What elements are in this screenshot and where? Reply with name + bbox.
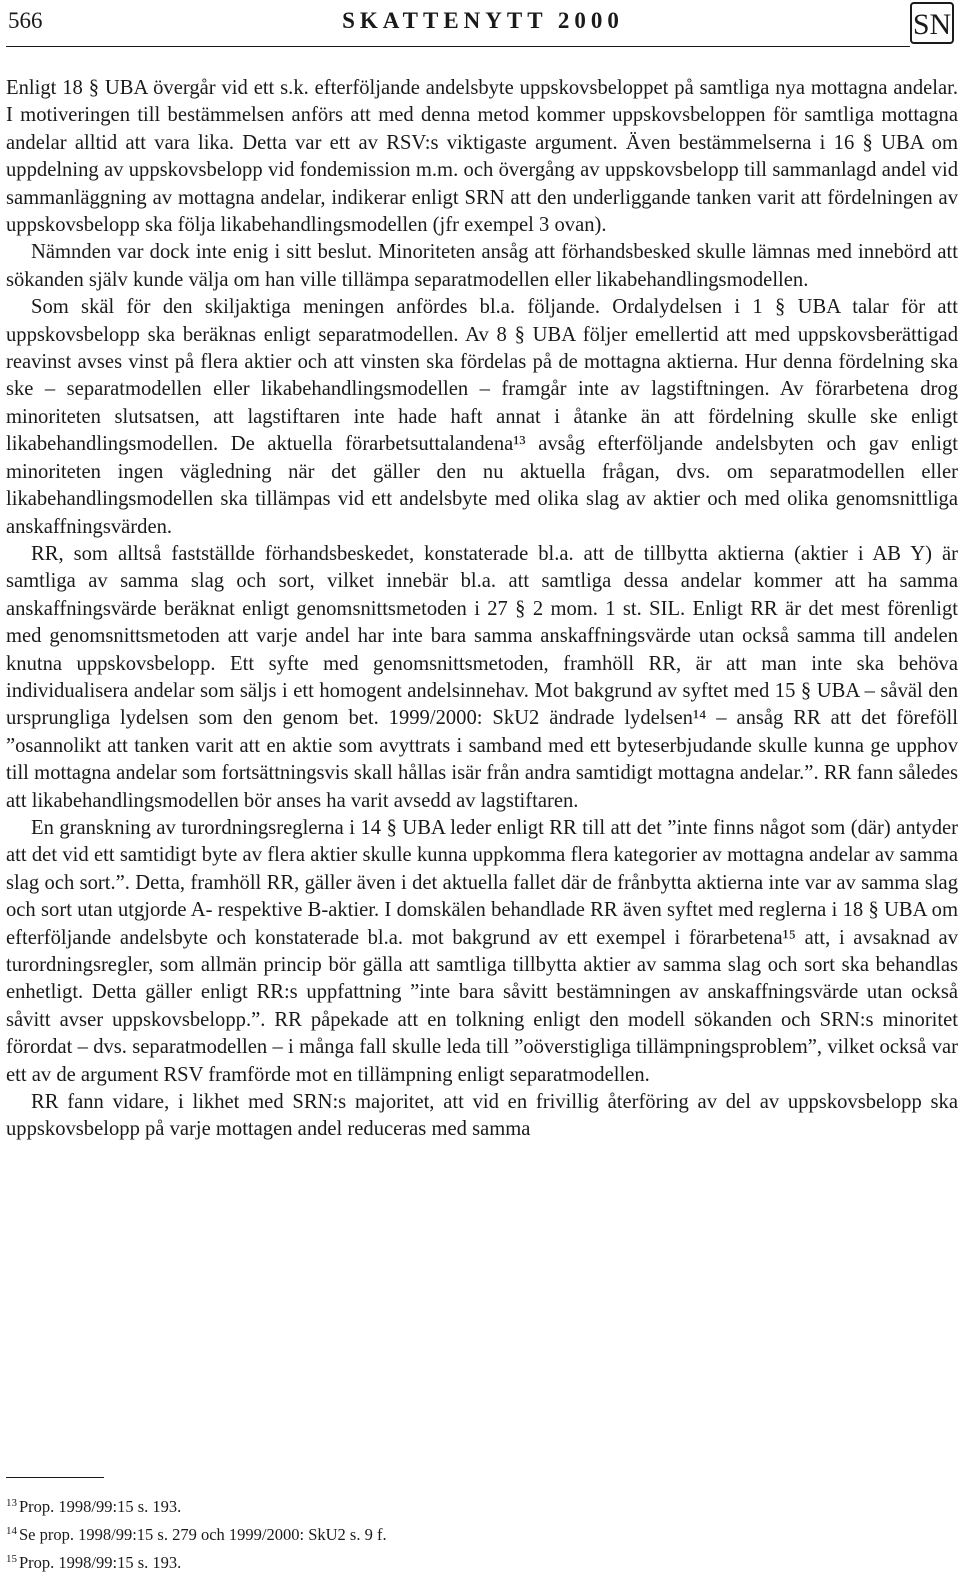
footnote-text: Prop. 1998/99:15 s. 193. bbox=[19, 1497, 182, 1516]
paragraph-6: RR fann vidare, i likhet med SRN:s majoritet, att vid en frivillig återföring av del av uppskovsbelopp ska uppskovsbelopp på varje mottagen andel reduceras med samma bbox=[6, 1091, 958, 1141]
page-header bbox=[6, 0, 960, 52]
footnote-13 bbox=[6, 1491, 946, 1519]
footnote-15 bbox=[6, 1547, 946, 1575]
paragraph-4: RR, som alltså fastställde förhandsbeskedet, konstaterade bl.a. att de tillbytta aktierna (aktier i AB Y) är samtliga av samma slag och sort, vilket innebär bl.a. att samtliga dessa andelar kommer att ha samma anskaffningsvärde beräknat enligt genomsnittsmetoden i 27 § 2 mom. 1 st. SIL. Enligt RR är det mest förenligt med genomsnittsmetoden att varje andel har inte bara samma anskaffningsvärde utan också samma till andelen knutna uppskovsbelopp. Ett syfte med genomsnittsmetoden, framhöll RR, är att man inte ska behöva individualisera andelar som säljs i ett homogent andelsinnehav. Mot bakgrund av syftet med 15 § UBA – såväl den ursprungliga lydelsen som den genom bet. 1999/2000: SkU2 ändrade lydelsen¹⁴ – ansåg RR att det föreföll ”osannolikt att tanken varit att en aktie som avyttrats i samband med ett byteserbjudande skulle kunna ge upphov till mottagna andelar som fortsättningsvis skall hållas isär från andra samtidigt mottagna andelar.”. RR fann således att likabehandlingsmodellen bör anses ha varit avsedd av lagstiftaren. bbox=[6, 542, 958, 812]
article-body bbox=[6, 75, 958, 1144]
footnotes bbox=[6, 1491, 946, 1575]
paragraph-5: En granskning av turordningsreglerna i 14 § UBA leder enligt RR till att det ”inte finns något som (där) antyder att det vid ett samtidigt byte av flera aktier skulle kunna uppkomma flera kategorier av mottagna andelar av samma slag och sort.”. Detta, framhöll RR, gäller även i det aktuella fallet där de frånbytta aktierna inte var av samma slag och sort utan utgjorde A- respektive B-aktier. I domskälen behandlade RR även syftet med reglerna i 18 § UBA om efterföljande andelsbyte och konstaterade bl.a. mot bakgrund av ett exempel i förarbetena¹⁵ att, i avsaknad av turordningsregler, som allmän princip bör gälla att samtliga tillbytta aktier av samma slag och sort ska behandlas enhetligt. Detta gäller enligt RR:s uppfattning ”inte bara såvitt bestämningen av anskaffningsvärde utan också såvitt avser uppskovsbelopp.”. RR påpekade att en tolkning enligt den modell sökanden och SRN:s minoritet förordat – dvs. separatmodellen – i många fall skulle leda till ”oöverstigliga tillämpningsproblem”, vilket också var ett av de argument RSV framförde mot en tillämpning enligt separatmodellen. bbox=[6, 816, 958, 1086]
footnote-text: Prop. 1998/99:15 s. 193. bbox=[19, 1553, 182, 1572]
logo-text: SN bbox=[912, 8, 952, 41]
footnote-number: 15 bbox=[6, 1553, 17, 1565]
journal-logo bbox=[910, 2, 954, 44]
footnote-number: 13 bbox=[6, 1497, 17, 1509]
paragraph-3: Som skäl för den skiljaktiga meningen anfördes bl.a. följande. Ordalydelsen i 1 § UBA talar för att uppskovsbelopp ska beräknas enligt separatmodellen. Av 8 § UBA följer emellertid att med uppskovsberättigad reavinst avses vinst på flera aktier och att vinsten ska fördelas på de mottagna aktierna. Hur denna fördelning ska ske – separatmodellen eller likabehandlingsmodellen – framgår inte av lagstiftningen. Av förarbetena drog minoriteten slutsatsen, att lagstiftaren inte hade haft annat i åtanke än att fördelning skulle ske enligt likabehandlingsmodellen. De aktuella förarbetsuttalandena¹³ avsåg efterföljande andelsbyten och gav enligt minoriteten ingen vägledning när det gäller den nu aktuella frågan, dvs. om separatmodellen eller likabehandlingsmodellen ska tillämpas vid ett andelsbyte med olika slag av aktier och med olika genomsnittliga anskaffningsvärden. bbox=[6, 296, 958, 538]
paragraph-1: Enligt 18 § UBA övergår vid ett s.k. efterföljande andelsbyte uppskovsbeloppet på samtliga nya mottagna andelar. I motiveringen till bestämmelsen anförs att med denna metod kommer uppskovsbeloppen för samtliga mottagna andelar alltid att vara lika. Detta var ett av RSV:s viktigaste argument. Även bestämmelserna i 16 § UBA om uppdelning av uppskovsbelopp vid fondemission m.m. och övergång av uppskovsbelopp till sammanlagd andel vid sammanläggning av mottagna andelar, indikerar enligt SRN att den underliggande tanken varit att fördelningen av uppskovsbelopp ska följa likabehandlingsmodellen (jfr exempel 3 ovan). bbox=[6, 77, 958, 237]
header-rule bbox=[6, 46, 910, 47]
sn-logo-icon bbox=[912, 4, 952, 42]
journal-title: SKATTENYTT 2000 bbox=[342, 8, 624, 33]
page-number: 566 bbox=[8, 8, 43, 33]
footnote-number: 14 bbox=[6, 1525, 17, 1537]
footnote-rule bbox=[6, 1477, 104, 1478]
paragraph-2: Nämnden var dock inte enig i sitt beslut. Minoriteten ansåg att förhandsbesked skulle lämnas med innebörd att sökanden själv kunde välja om han ville tillämpa separatmodellen eller likabehandlingsmodellen. bbox=[6, 241, 958, 291]
footnote-14 bbox=[6, 1519, 946, 1547]
footnote-text: Se prop. 1998/99:15 s. 279 och 1999/2000: SkU2 s. 9 f. bbox=[19, 1525, 387, 1544]
